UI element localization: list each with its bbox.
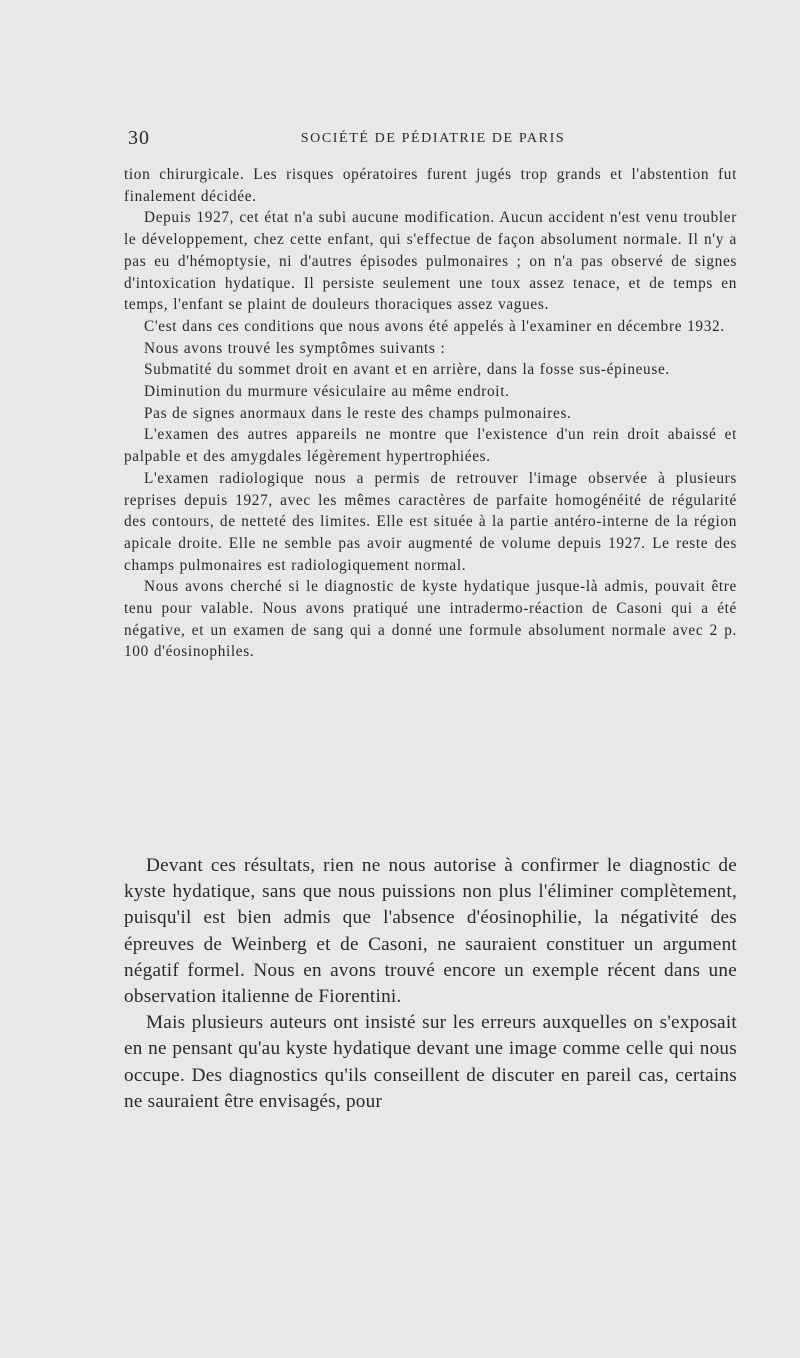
paragraph: Diminution du murmure vésiculaire au même endroit. xyxy=(144,383,510,401)
paragraph: L'examen des autres appareils ne montre que l'existence d'un rein droit abaissé et palpable et des amygdales légèrement hypertrophiées. xyxy=(124,426,737,466)
paragraph: tion chirurgicale. Les risques opératoires furent jugés trop grands et l'abstention fut finalement décidée. xyxy=(124,166,737,205)
paragraph: Mais plusieurs auteurs ont insisté sur les erreurs auxquelles on s'exposait en ne pensant qu'au kyste hydatique devant une image comme celle qui nous occupe. Des diagnostics qu'ils conseillent de discuter en pareil cas, certains ne sauraient être envisagés, pour xyxy=(124,1012,737,1112)
small-print-section xyxy=(124,164,737,663)
running-head: SOCIÉTÉ DE PÉDIATRIE DE PARIS xyxy=(300,131,566,146)
main-text-section xyxy=(124,853,737,1115)
page-number: 30 xyxy=(128,127,150,149)
paragraph: Nous avons cherché si le diagnostic de kyste hydatique jusque-là admis, pouvait être tenu pour valable. Nous avons pratiqué une intradermo-réaction de Casoni qui a été négative, et un examen de sang qui a donné une formule absolument normale avec 2 p. 100 d'éosinophiles. xyxy=(124,578,737,661)
paragraph: Pas de signes anormaux dans le reste des champs pulmonaires. xyxy=(144,404,572,422)
paragraph: Devant ces résultats, rien ne nous autorise à confirmer le diagnostic de kyste hydatique, sans que nous puissions non plus l'éliminer complètement, puisqu'il est bien admis que l'absence d'éosinophilie, la négativité des épreuves de Weinberg et de Casoni, ne sauraient constituer un argument négatif formel. Nous en avons trouvé encore un exemple récent dans une observation italienne de Fiorentini. xyxy=(124,855,737,1008)
paragraph: Nous avons trouvé les symptômes suivants : xyxy=(144,339,446,357)
paragraph: C'est dans ces conditions que nous avons été appelés à l'examiner en décembre 1932. xyxy=(144,317,725,335)
paragraph: Submatité du sommet droit en avant et en arrière, dans la fosse sus-épineuse. xyxy=(144,361,670,379)
paragraph: Depuis 1927, cet état n'a subi aucune modification. Aucun accident n'est venu troubler le développement, chez cette enfant, qui s'effectue de façon absolument normale. Il n'y a pas eu d'hémoptysie, ni d'autres épisodes pulmonaires ; on n'a pas observé de signes d'intoxication hydatique. Il persiste seulement une toux assez tenace, et de temps en temps, l'enfant se plaint de douleurs thoraciques assez vagues. xyxy=(124,209,737,314)
page-header xyxy=(128,126,736,150)
paragraph: L'examen radiologique nous a permis de retrouver l'image observée à plusieurs reprises depuis 1927, avec les mêmes caractères de parfaite homogénéité de régularité des contours, de netteté des limites. Elle est située à la partie antéro-interne de la région apicale droite. Elle ne semble pas avoir augmenté de volume depuis 1927. Le reste des champs pulmonaires est radiologiquement normal. xyxy=(124,469,737,574)
